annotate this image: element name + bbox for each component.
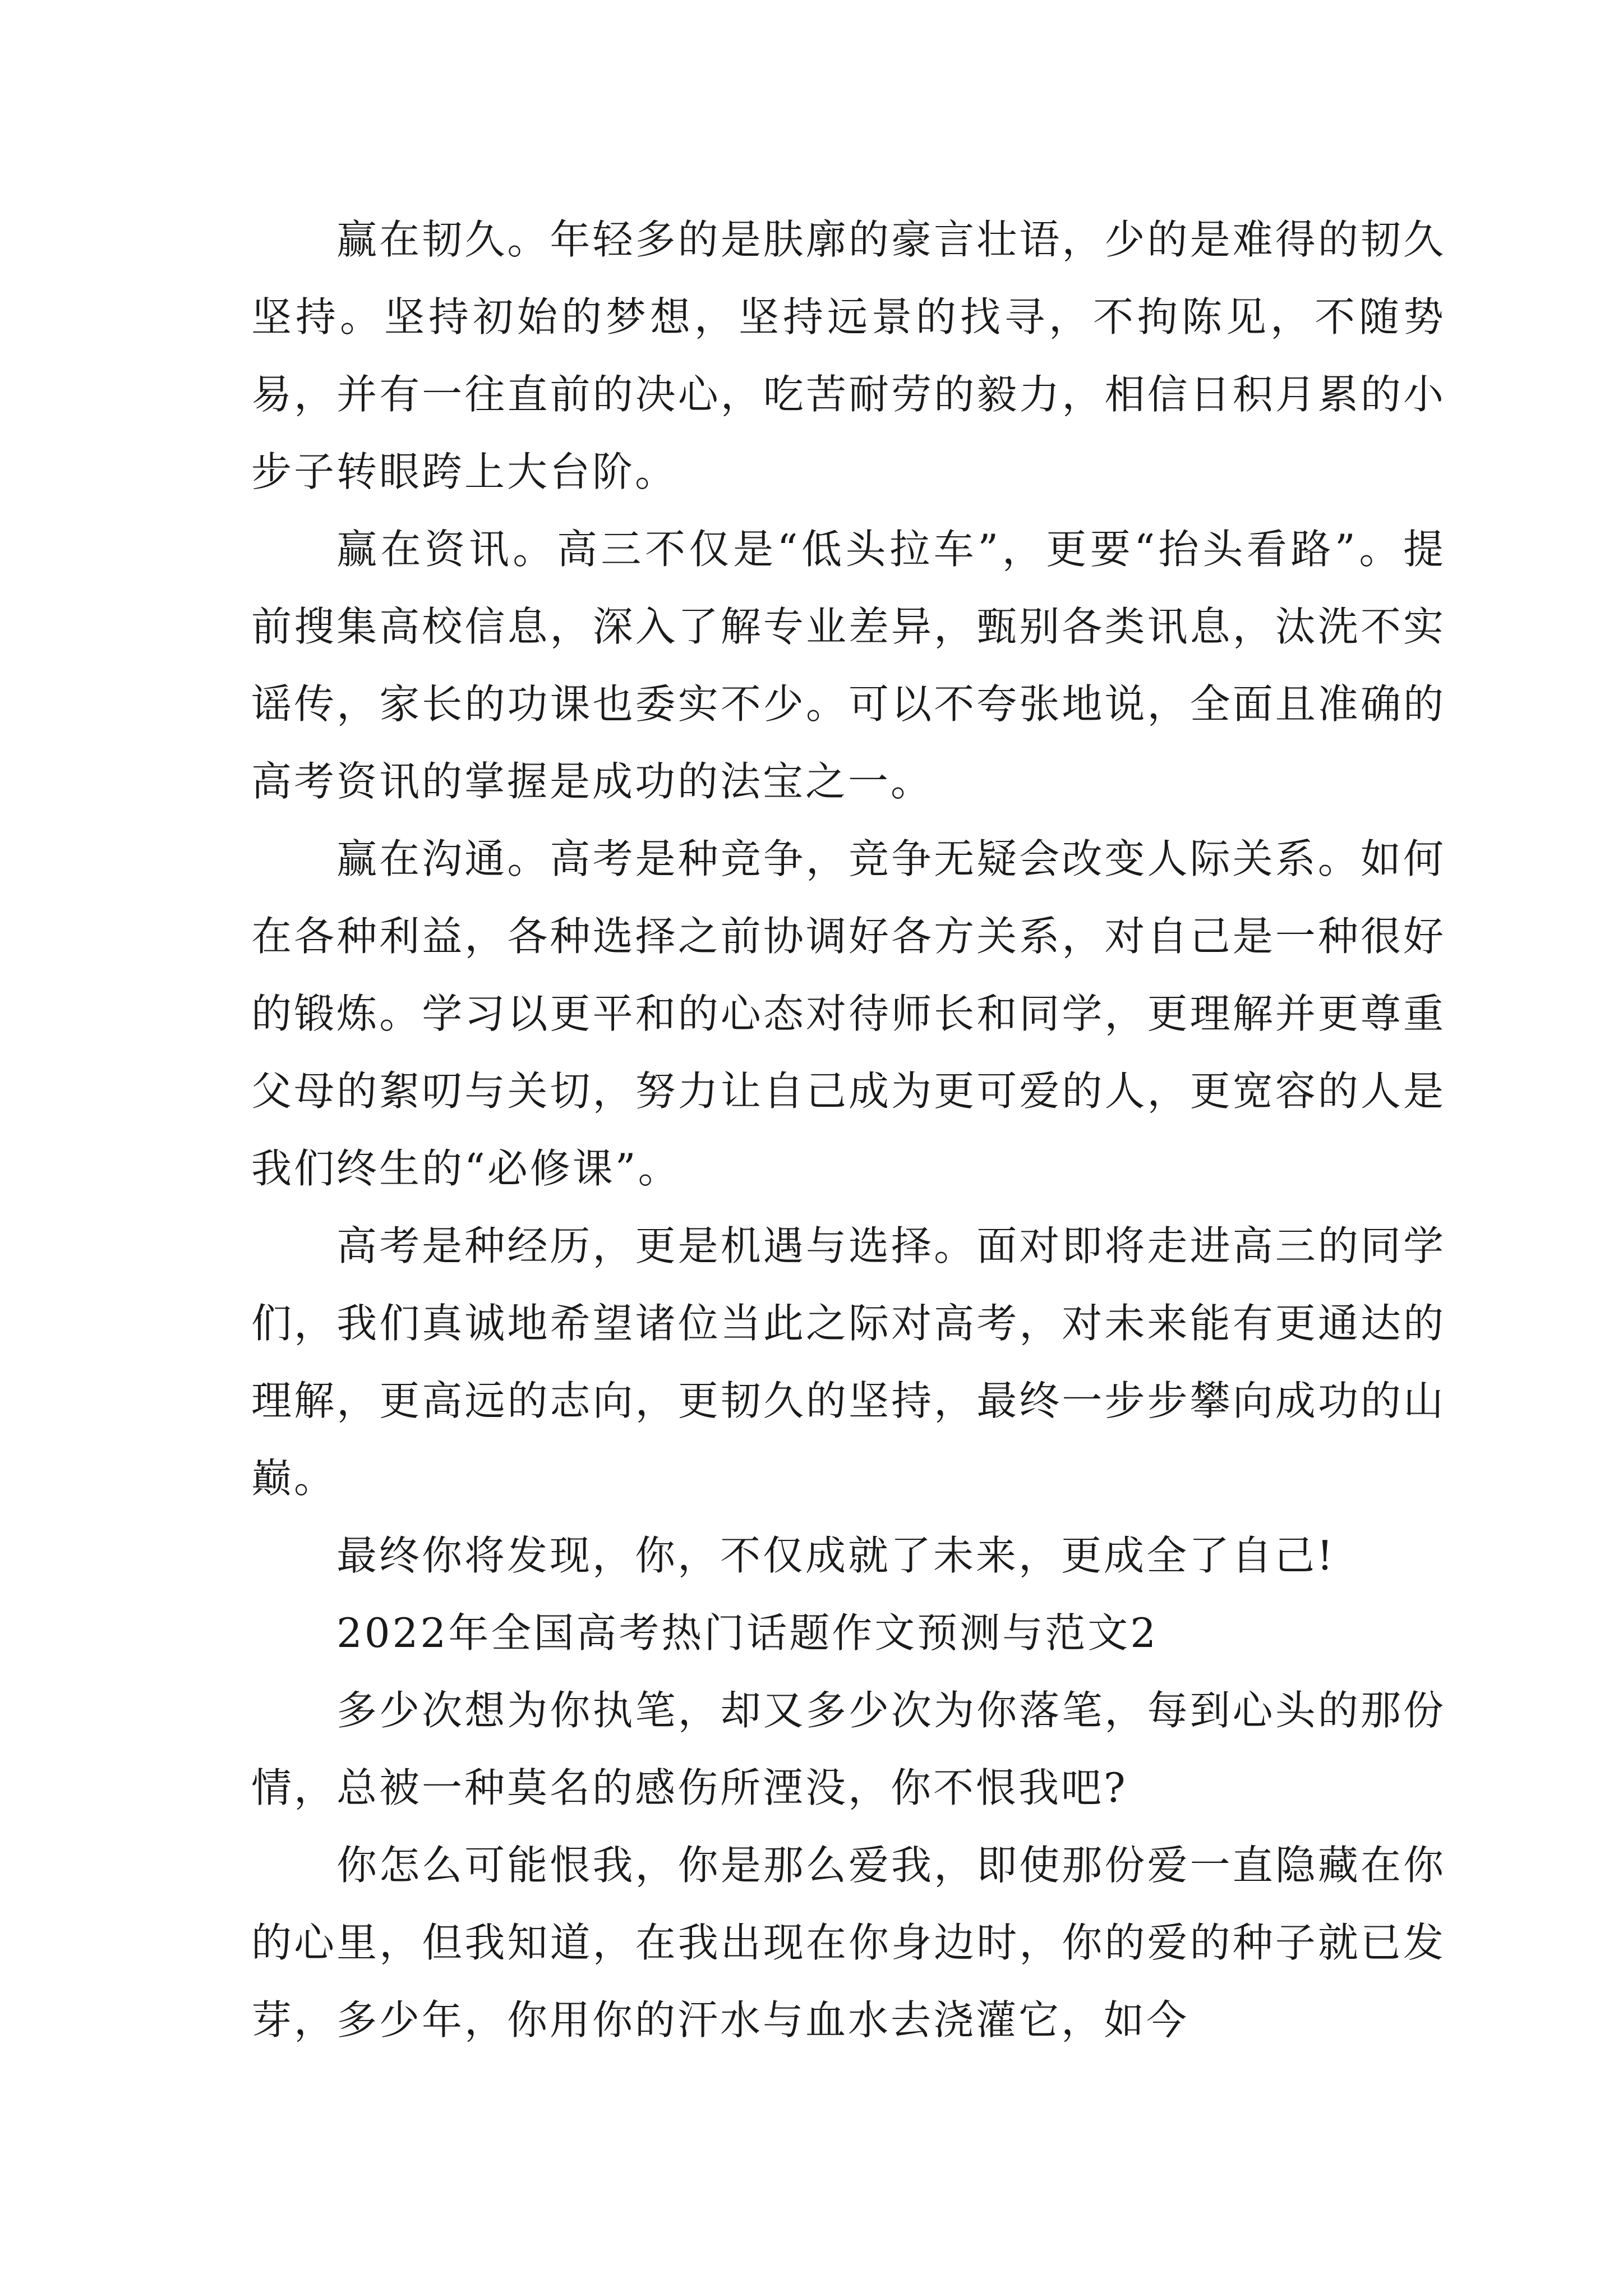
paragraph: 赢在韧久。年轻多的是肤廓的豪言壮语，少的是难得的韧久坚持。坚持初始的梦想，坚持远景的找寻，不拘陈见，不随势易，并有一往直前的决心，吃苦耐劳的毅力，相信日积月累的小步子转眼跨上大台阶。 [251, 216, 1446, 495]
body-text [251, 201, 1446, 2059]
section-heading: 2022年全国高考热门话题作文预测与范文2 [336, 1609, 1159, 1657]
paragraph: 高考是种经历，更是机遇与选择。面对即将走进高三的同学们，我们真诚地希望诸位当此之际对高考，对未来能有更通达的理解，更高远的志向，更韧久的坚持，最终一步步攀向成功的山巅。 [251, 1222, 1446, 1502]
paragraph: 赢在沟通。高考是种竞争，竞争无疑会改变人际关系。如何在各种利益，各种选择之前协调好各方关系，对自己是一种很好的锻炼。学习以更平和的心态对待师长和同学，更理解并更尊重父母的絮叨与关切，努力让自己成为更可爱的人，更宽容的人是我们终生的“必修课”。 [251, 835, 1446, 1192]
paragraph: 最终你将发现，你，不仅成就了未来，更成全了自己! [336, 1532, 1335, 1579]
paragraph: 你怎么可能恨我，你是那么爱我，即使那份爱一直隐藏在你的心里，但我知道，在我出现在你身边时，你的爱的种子就已发芽，多少年，你用你的汗水与血水去浇灌它，如今 [251, 1842, 1446, 2044]
paragraph: 多少次想为你执笔，却又多少次为你落笔，每到心头的那份情，总被一种莫名的感伤所湮没，你不恨我吧? [251, 1687, 1446, 1811]
paragraph: 赢在资讯。高三不仅是“低头拉车”，更要“抬头看路”。提前搜集高校信息，深入了解专业差异，甄别各类讯息，汰洗不实谣传，家长的功课也委实不少。可以不夸张地说，全面且准确的高考资讯的掌握是成功的法宝之一。 [251, 526, 1446, 805]
